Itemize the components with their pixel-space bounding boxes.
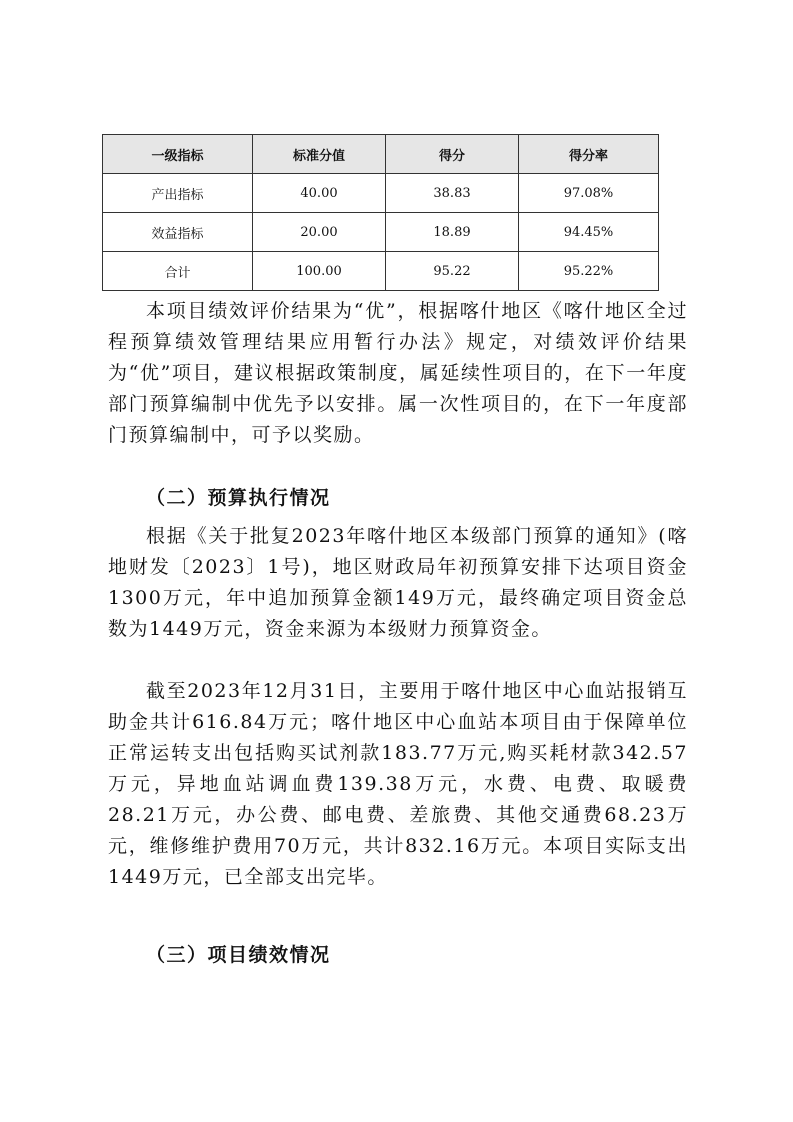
row-indicator-name: 合计 xyxy=(103,252,253,291)
row-score-rate: 95.22% xyxy=(519,252,659,291)
table-row-total xyxy=(103,252,659,291)
header-score: 得分 xyxy=(386,135,519,174)
table-row xyxy=(103,213,659,252)
header-score-rate: 得分率 xyxy=(519,135,659,174)
row-score: 95.22 xyxy=(386,252,519,291)
budget-execution-heading: （二）预算执行情况 xyxy=(146,487,331,509)
budget-basis-paragraph: 根据《关于批复2023年喀什地区本级部门预算的通知》(喀地财发〔2023〕1号)，地区财政局年初预算安排下达项目资金1300万元，年中追加预算金额149万元，最终确定项目资金总数为1449万元，资金来源为本级财力预算资金。 xyxy=(108,525,688,640)
row-standard-score: 40.00 xyxy=(253,174,386,213)
row-standard-score: 100.00 xyxy=(253,252,386,291)
score-table xyxy=(102,134,659,291)
row-score-rate: 94.45% xyxy=(519,213,659,252)
row-score: 38.83 xyxy=(386,174,519,213)
expenditure-paragraph: 截至2023年12月31日，主要用于喀什地区中心血站报销互助金共计616.84万元；喀什地区中心血站本项目由于保障单位正常运转支出包括购买试剂款183.77万元,购买耗材款342.57万元，异地血站调血费139.38万元，水费、电费、取暖费28.21万元，办公费、邮电费、差旅费、其他交通费68.23万元，维修维护费用70万元，共计832.16万元。本项目实际支出1449万元，已全部支出完毕。 xyxy=(108,680,688,888)
header-indicator: 一级指标 xyxy=(103,135,253,174)
table-row xyxy=(103,174,659,213)
row-score: 18.89 xyxy=(386,213,519,252)
header-standard-score: 标准分值 xyxy=(253,135,386,174)
evaluation-result-paragraph: 本项目绩效评价结果为“优”，根据喀什地区《喀什地区全过程预算绩效管理结果应用暂行办法》规定，对绩效评价结果为“优”项目，建议根据政策制度，属延续性项目的，在下一年度部门预算编制中优先予以安排。属一次性项目的，在下一年度部门预算编制中，可予以奖励。 xyxy=(108,300,688,446)
row-indicator-name: 效益指标 xyxy=(103,213,253,252)
row-standard-score: 20.00 xyxy=(253,213,386,252)
table-header-row xyxy=(103,135,659,174)
row-indicator-name: 产出指标 xyxy=(103,174,253,213)
row-score-rate: 97.08% xyxy=(519,174,659,213)
performance-heading: （三）项目绩效情况 xyxy=(146,944,331,966)
